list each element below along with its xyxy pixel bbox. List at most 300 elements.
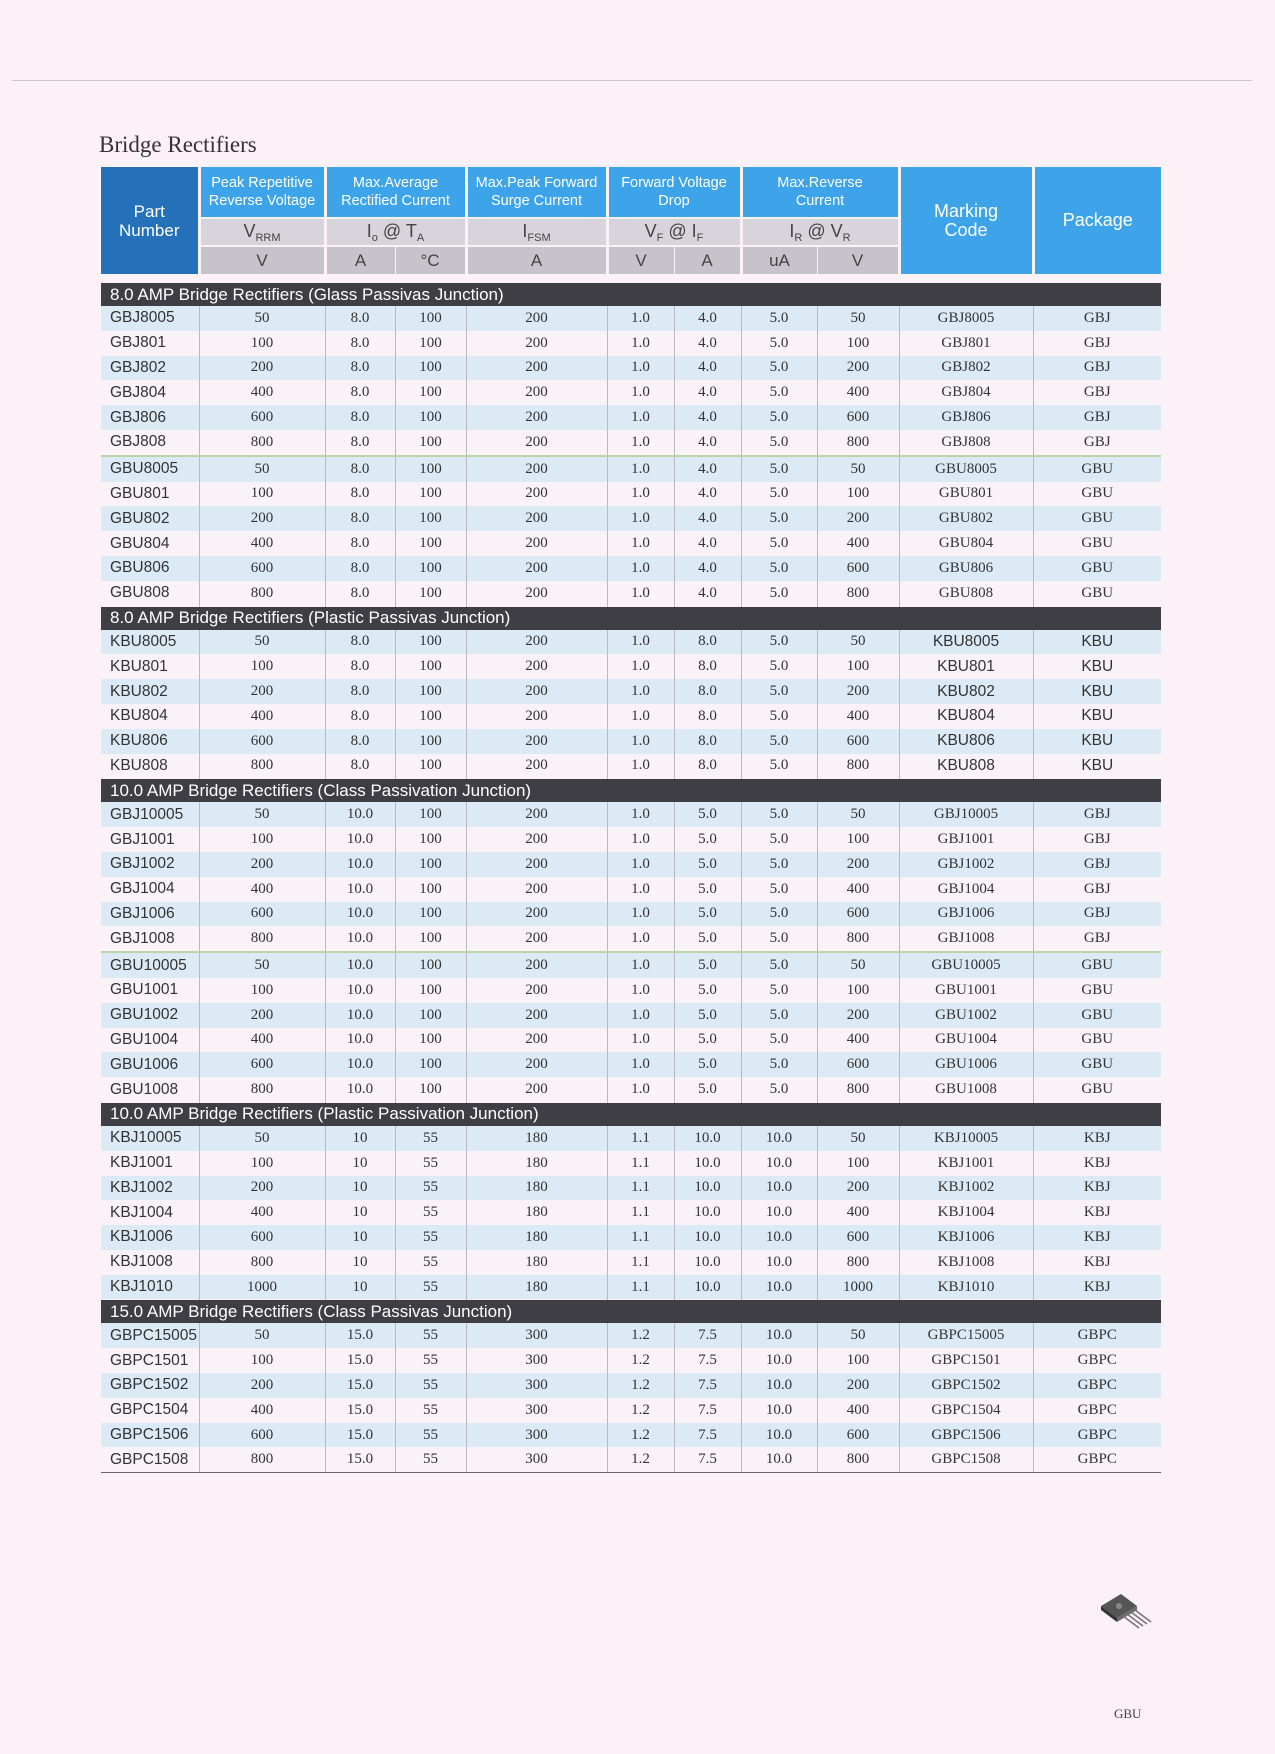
cell-marking-code: GBJ10005 [899, 802, 1033, 827]
cell-ta: 100 [395, 581, 466, 606]
header-marking-line: Marking [933, 200, 999, 221]
cell-ifsm: 200 [466, 729, 607, 754]
cell-part-number: GBJ808 [101, 430, 199, 456]
cell-vr: 50 [817, 456, 899, 482]
cell-part-number: GBU1006 [101, 1052, 199, 1077]
cell-io: 8.0 [325, 331, 395, 356]
cell-ir: 10.0 [741, 1373, 817, 1398]
symbol-rest: @ T [377, 220, 417, 241]
cell-vrrm: 50 [199, 1126, 325, 1151]
cell-if: 5.0 [674, 978, 741, 1003]
cell-ifsm: 300 [466, 1323, 607, 1348]
cell-vr: 50 [817, 802, 899, 827]
cell-ta: 100 [395, 654, 466, 679]
cell-if: 5.0 [674, 1077, 741, 1102]
cell-ta: 100 [395, 1052, 466, 1077]
header-part-number-line: Number [119, 220, 180, 240]
cell-vf: 1.0 [607, 729, 674, 754]
table-row [101, 1151, 1161, 1176]
cell-marking-code: KBJ1010 [899, 1275, 1033, 1300]
cell-vf: 1.0 [607, 405, 674, 430]
cell-io: 8.0 [325, 556, 395, 581]
cell-if: 7.5 [674, 1398, 741, 1423]
header-group-line: Forward Voltage [621, 175, 727, 191]
cell-ta: 100 [395, 852, 466, 877]
cell-marking-code: GBU1002 [899, 1003, 1033, 1028]
cell-ta: 100 [395, 877, 466, 902]
cell-vr: 800 [817, 581, 899, 606]
cell-ta: 55 [395, 1275, 466, 1300]
symbol-main: I [366, 220, 372, 241]
cell-package: GBU [1033, 1003, 1161, 1028]
cell-ir: 10.0 [741, 1200, 817, 1225]
table-row [101, 729, 1161, 754]
cell-vrrm: 50 [199, 306, 325, 331]
table-row [101, 902, 1161, 927]
header-symbol-0 [199, 218, 325, 246]
cell-vrrm: 800 [199, 581, 325, 606]
cell-if: 4.0 [674, 430, 741, 456]
cell-marking-code: GBU802 [899, 506, 1033, 531]
header-group-line: Rectified Current [341, 193, 450, 209]
cell-io: 10.0 [325, 926, 395, 952]
cell-ifsm: 200 [466, 430, 607, 456]
cell-vf: 1.0 [607, 978, 674, 1003]
header-group-line: Drop [658, 193, 690, 209]
cell-io: 10.0 [325, 1003, 395, 1028]
cell-package: GBU [1033, 456, 1161, 482]
cell-vr: 1000 [817, 1275, 899, 1300]
cell-part-number: GBJ801 [101, 331, 199, 356]
cell-ta: 55 [395, 1225, 466, 1250]
cell-package: KBJ [1033, 1225, 1161, 1250]
cell-part-number: KBU802 [101, 679, 199, 704]
cell-vf: 1.0 [607, 1052, 674, 1077]
cell-marking-code: KBJ10005 [899, 1126, 1033, 1151]
cell-vr: 200 [817, 1373, 899, 1398]
cell-ta: 55 [395, 1151, 466, 1176]
cell-vr: 400 [817, 1398, 899, 1423]
cell-part-number: GBPC1501 [101, 1348, 199, 1373]
cell-part-number: GBJ8005 [101, 306, 199, 331]
cell-vr: 200 [817, 1176, 899, 1201]
cell-ir: 5.0 [741, 978, 817, 1003]
cell-vr: 800 [817, 1250, 899, 1275]
cell-vf: 1.2 [607, 1423, 674, 1448]
cell-ifsm: 300 [466, 1423, 607, 1448]
cell-ir: 5.0 [741, 679, 817, 704]
cell-vf: 1.0 [607, 306, 674, 331]
cell-vrrm: 100 [199, 482, 325, 507]
cell-marking-code: GBJ1004 [899, 877, 1033, 902]
cell-vf: 1.0 [607, 852, 674, 877]
cell-ir: 5.0 [741, 852, 817, 877]
cell-vf: 1.0 [607, 926, 674, 952]
cell-ifsm: 200 [466, 1003, 607, 1028]
header-symbol-2 [466, 218, 607, 246]
cell-ir: 10.0 [741, 1225, 817, 1250]
cell-marking-code: KBJ1006 [899, 1225, 1033, 1250]
cell-vf: 1.0 [607, 506, 674, 531]
cell-vrrm: 400 [199, 380, 325, 405]
cell-ir: 5.0 [741, 1052, 817, 1077]
cell-vr: 200 [817, 356, 899, 381]
cell-ifsm: 200 [466, 978, 607, 1003]
table-row [101, 1200, 1161, 1225]
cell-if: 4.0 [674, 482, 741, 507]
cell-if: 4.0 [674, 380, 741, 405]
cell-vrrm: 600 [199, 1225, 325, 1250]
cell-ifsm: 300 [466, 1398, 607, 1423]
cell-vr: 600 [817, 729, 899, 754]
table-row [101, 356, 1161, 381]
cell-ifsm: 200 [466, 482, 607, 507]
cell-marking-code: GBU1006 [899, 1052, 1033, 1077]
cell-vf: 1.1 [607, 1275, 674, 1300]
cell-vr: 600 [817, 1423, 899, 1448]
section-title: 15.0 AMP Bridge Rectifiers (Class Passivas Junction) [101, 1300, 1161, 1324]
cell-package: GBJ [1033, 926, 1161, 952]
cell-vr: 100 [817, 482, 899, 507]
cell-part-number: KBJ1001 [101, 1151, 199, 1176]
cell-package: KBU [1033, 630, 1161, 655]
cell-ta: 100 [395, 926, 466, 952]
symbol-sub: RRM [255, 231, 281, 244]
cell-vr: 50 [817, 1323, 899, 1348]
cell-package: GBPC [1033, 1398, 1161, 1423]
section-header [101, 1102, 1161, 1126]
header-group-3 [607, 167, 741, 218]
cell-ta: 55 [395, 1398, 466, 1423]
cell-vr: 100 [817, 654, 899, 679]
cell-part-number: KBU808 [101, 754, 199, 779]
header-unit: V [199, 246, 325, 274]
header-group-line: Peak Repetitive [211, 175, 313, 191]
cell-vrrm: 100 [199, 827, 325, 852]
cell-ir: 5.0 [741, 877, 817, 902]
cell-ir: 10.0 [741, 1151, 817, 1176]
cell-vf: 1.0 [607, 630, 674, 655]
header-package: Package [1033, 167, 1161, 274]
cell-io: 10.0 [325, 852, 395, 877]
cell-if: 7.5 [674, 1373, 741, 1398]
cell-vf: 1.1 [607, 1176, 674, 1201]
cell-vf: 1.1 [607, 1200, 674, 1225]
header-group-0 [199, 167, 325, 218]
cell-ir: 5.0 [741, 405, 817, 430]
table-row [101, 952, 1161, 978]
cell-vr: 400 [817, 1028, 899, 1053]
section-header [101, 606, 1161, 630]
cell-if: 5.0 [674, 902, 741, 927]
cell-ifsm: 200 [466, 704, 607, 729]
cell-package: GBJ [1033, 380, 1161, 405]
cell-ta: 55 [395, 1373, 466, 1398]
cell-part-number: GBJ10005 [101, 802, 199, 827]
cell-ifsm: 200 [466, 852, 607, 877]
cell-io: 8.0 [325, 482, 395, 507]
header-symbol-4 [741, 218, 899, 246]
cell-vrrm: 600 [199, 902, 325, 927]
cell-part-number: GBU1008 [101, 1077, 199, 1102]
cell-marking-code: KBU804 [899, 704, 1033, 729]
cell-io: 8.0 [325, 704, 395, 729]
cell-vf: 1.0 [607, 1003, 674, 1028]
cell-vr: 400 [817, 380, 899, 405]
cell-ifsm: 200 [466, 926, 607, 952]
cell-vrrm: 800 [199, 754, 325, 779]
cell-package: GBU [1033, 556, 1161, 581]
cell-vrrm: 600 [199, 556, 325, 581]
cell-if: 5.0 [674, 802, 741, 827]
table-row [101, 926, 1161, 952]
cell-vrrm: 200 [199, 679, 325, 704]
cell-io: 10.0 [325, 877, 395, 902]
cell-package: GBJ [1033, 356, 1161, 381]
cell-ta: 100 [395, 531, 466, 556]
cell-vf: 1.2 [607, 1323, 674, 1348]
cell-vf: 1.0 [607, 754, 674, 779]
cell-vr: 400 [817, 877, 899, 902]
cell-part-number: KBJ1002 [101, 1176, 199, 1201]
cell-vf: 1.2 [607, 1348, 674, 1373]
table-row [101, 1348, 1161, 1373]
cell-vrrm: 400 [199, 531, 325, 556]
cell-ifsm: 200 [466, 306, 607, 331]
cell-vr: 200 [817, 679, 899, 704]
cell-vf: 1.0 [607, 331, 674, 356]
cell-vrrm: 600 [199, 1052, 325, 1077]
table-row [101, 1423, 1161, 1448]
cell-part-number: GBJ806 [101, 405, 199, 430]
cell-package: KBJ [1033, 1250, 1161, 1275]
cell-vrrm: 400 [199, 1398, 325, 1423]
cell-package: GBPC [1033, 1423, 1161, 1448]
cell-part-number: KBU804 [101, 704, 199, 729]
cell-vf: 1.1 [607, 1225, 674, 1250]
cell-package: KBU [1033, 754, 1161, 779]
cell-if: 7.5 [674, 1348, 741, 1373]
cell-if: 4.0 [674, 306, 741, 331]
cell-ir: 10.0 [741, 1398, 817, 1423]
cell-if: 5.0 [674, 877, 741, 902]
cell-ifsm: 300 [466, 1348, 607, 1373]
header-group-2 [466, 167, 607, 218]
cell-marking-code: GBU806 [899, 556, 1033, 581]
cell-marking-code: GBU1001 [899, 978, 1033, 1003]
cell-vf: 1.0 [607, 1028, 674, 1053]
header-unit: A [466, 246, 607, 274]
page-title: Bridge Rectifiers [99, 132, 257, 157]
table-row [101, 1126, 1161, 1151]
cell-vr: 50 [817, 630, 899, 655]
cell-if: 10.0 [674, 1151, 741, 1176]
cell-vrrm: 800 [199, 430, 325, 456]
cell-part-number: GBU10005 [101, 952, 199, 978]
cell-vrrm: 800 [199, 926, 325, 952]
cell-ir: 5.0 [741, 902, 817, 927]
cell-if: 10.0 [674, 1275, 741, 1300]
cell-part-number: GBPC1506 [101, 1423, 199, 1448]
cell-ifsm: 200 [466, 506, 607, 531]
cell-vrrm: 800 [199, 1250, 325, 1275]
cell-marking-code: GBJ1001 [899, 827, 1033, 852]
cell-ifsm: 200 [466, 827, 607, 852]
cell-ir: 5.0 [741, 1077, 817, 1102]
cell-vrrm: 1000 [199, 1275, 325, 1300]
cell-ifsm: 300 [466, 1447, 607, 1472]
cell-if: 10.0 [674, 1176, 741, 1201]
table-row [101, 1275, 1161, 1300]
symbol-sub: F [696, 231, 704, 244]
cell-package: GBU [1033, 1028, 1161, 1053]
cell-ta: 100 [395, 827, 466, 852]
cell-part-number: GBU804 [101, 531, 199, 556]
section-title: 10.0 AMP Bridge Rectifiers (Class Passivation Junction) [101, 779, 1161, 803]
symbol-sub: R [794, 231, 803, 244]
cell-ifsm: 180 [466, 1200, 607, 1225]
cell-if: 5.0 [674, 1052, 741, 1077]
cell-if: 10.0 [674, 1250, 741, 1275]
cell-if: 7.5 [674, 1447, 741, 1472]
cell-marking-code: GBPC1501 [899, 1348, 1033, 1373]
header-group-line: Current [795, 193, 845, 209]
cell-io: 8.0 [325, 654, 395, 679]
table-row [101, 877, 1161, 902]
cell-part-number: GBJ802 [101, 356, 199, 381]
cell-vr: 50 [817, 952, 899, 978]
cell-io: 8.0 [325, 729, 395, 754]
cell-vrrm: 100 [199, 654, 325, 679]
cell-if: 4.0 [674, 331, 741, 356]
cell-package: GBJ [1033, 852, 1161, 877]
cell-ir: 10.0 [741, 1250, 817, 1275]
cell-package: KBJ [1033, 1200, 1161, 1225]
cell-if: 8.0 [674, 654, 741, 679]
cell-vr: 400 [817, 704, 899, 729]
table-row [101, 654, 1161, 679]
cell-vf: 1.0 [607, 356, 674, 381]
cell-vf: 1.0 [607, 877, 674, 902]
cell-vr: 100 [817, 1151, 899, 1176]
cell-vf: 1.0 [607, 679, 674, 704]
cell-part-number: GBPC1504 [101, 1398, 199, 1423]
cell-marking-code: GBPC1506 [899, 1423, 1033, 1448]
cell-ifsm: 200 [466, 877, 607, 902]
cell-ta: 100 [395, 482, 466, 507]
cell-if: 8.0 [674, 630, 741, 655]
cell-ifsm: 200 [466, 1052, 607, 1077]
cell-marking-code: GBJ1008 [899, 926, 1033, 952]
cell-ifsm: 200 [466, 1028, 607, 1053]
cell-if: 8.0 [674, 704, 741, 729]
table-row [101, 456, 1161, 482]
cell-part-number: KBJ1008 [101, 1250, 199, 1275]
cell-ta: 55 [395, 1126, 466, 1151]
cell-vrrm: 50 [199, 1323, 325, 1348]
cell-ta: 100 [395, 380, 466, 405]
cell-ta: 100 [395, 1003, 466, 1028]
cell-part-number: KBJ1004 [101, 1200, 199, 1225]
cell-ir: 10.0 [741, 1126, 817, 1151]
cell-marking-code: GBPC1504 [899, 1398, 1033, 1423]
cell-part-number: KBU801 [101, 654, 199, 679]
table-row [101, 704, 1161, 729]
cell-vrrm: 200 [199, 1176, 325, 1201]
cell-marking-code: GBU804 [899, 531, 1033, 556]
cell-io: 8.0 [325, 356, 395, 381]
cell-vr: 100 [817, 1348, 899, 1373]
cell-vr: 600 [817, 405, 899, 430]
cell-ta: 100 [395, 556, 466, 581]
cell-part-number: KBU806 [101, 729, 199, 754]
cell-vrrm: 200 [199, 852, 325, 877]
cell-vrrm: 200 [199, 1003, 325, 1028]
cell-vr: 400 [817, 1200, 899, 1225]
cell-vr: 800 [817, 754, 899, 779]
cell-io: 10.0 [325, 827, 395, 852]
cell-marking-code: KBJ1008 [899, 1250, 1033, 1275]
cell-if: 5.0 [674, 926, 741, 952]
cell-if: 4.0 [674, 356, 741, 381]
cell-io: 10.0 [325, 1028, 395, 1053]
header-group-line: Max.Average [352, 175, 439, 191]
header-group-line: Surge Current [490, 193, 583, 209]
cell-part-number: GBJ1001 [101, 827, 199, 852]
cell-ir: 5.0 [741, 331, 817, 356]
header-unit: A [674, 246, 741, 274]
cell-io: 10.0 [325, 1052, 395, 1077]
cell-ifsm: 180 [466, 1275, 607, 1300]
cell-vrrm: 50 [199, 952, 325, 978]
cell-package: KBJ [1033, 1275, 1161, 1300]
cell-ifsm: 200 [466, 952, 607, 978]
cell-marking-code: GBU808 [899, 581, 1033, 606]
cell-vr: 800 [817, 926, 899, 952]
section-title: 8.0 AMP Bridge Rectifiers (Glass Passivas Junction) [101, 283, 1161, 307]
cell-ifsm: 200 [466, 654, 607, 679]
section-title: 8.0 AMP Bridge Rectifiers (Plastic Passivas Junction) [101, 606, 1161, 630]
top-rule [12, 80, 1252, 81]
header-unit: uA [741, 246, 817, 274]
table-row [101, 1398, 1161, 1423]
cell-vr: 800 [817, 430, 899, 456]
symbol-main: I [522, 220, 528, 241]
gbu-package-icon [1099, 1592, 1157, 1634]
cell-marking-code: GBJ806 [899, 405, 1033, 430]
cell-ir: 5.0 [741, 754, 817, 779]
cell-io: 10 [325, 1250, 395, 1275]
cell-ta: 100 [395, 679, 466, 704]
cell-part-number: GBJ1006 [101, 902, 199, 927]
table-row [101, 679, 1161, 704]
table-row [101, 482, 1161, 507]
symbol-main: V [644, 220, 657, 241]
cell-ifsm: 200 [466, 754, 607, 779]
cell-io: 8.0 [325, 380, 395, 405]
cell-package: KBJ [1033, 1176, 1161, 1201]
cell-vf: 1.2 [607, 1447, 674, 1472]
cell-part-number: KBJ10005 [101, 1126, 199, 1151]
cell-package: GBJ [1033, 331, 1161, 356]
cell-part-number: KBJ1006 [101, 1225, 199, 1250]
cell-io: 8.0 [325, 679, 395, 704]
cell-part-number: GBU1002 [101, 1003, 199, 1028]
cell-io: 10.0 [325, 802, 395, 827]
cell-package: KBU [1033, 704, 1161, 729]
cell-vrrm: 800 [199, 1447, 325, 1472]
cell-vr: 800 [817, 1447, 899, 1472]
